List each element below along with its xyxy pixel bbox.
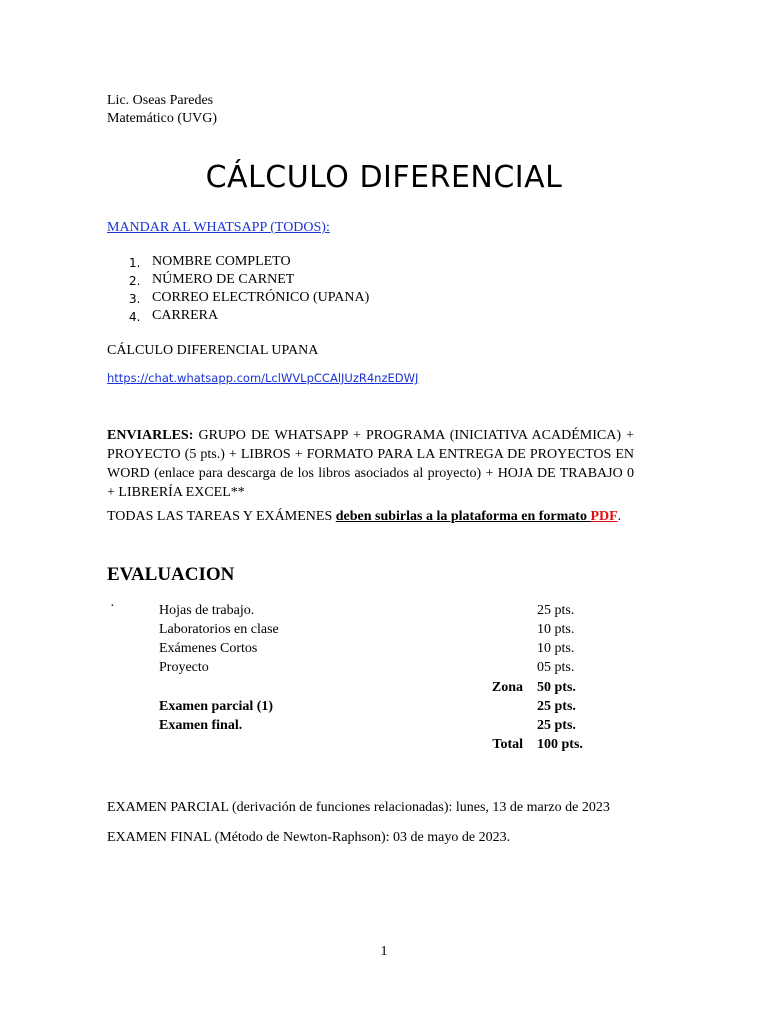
parcial-label: Examen parcial (1) <box>159 699 274 714</box>
exam-parcial-date: EXAMEN PARCIAL (derivación de funciones relacionadas): lunes, 13 de marzo de 2023 <box>107 800 610 815</box>
eval-item-label: Exámenes Cortos <box>159 641 258 656</box>
list-number: 2. <box>129 274 141 288</box>
eval-item-label: Laboratorios en clase <box>159 622 279 637</box>
whatsapp-group-url[interactable]: https://chat.whatsapp.com/LclWVLpCCAlJUzR4nzEDWJ <box>107 371 419 385</box>
pdf-format: PDF <box>590 509 618 524</box>
list-item-text: NÚMERO DE CARNET <box>152 272 295 287</box>
send-text: GRUPO DE WHATSAPP + PROGRAMA (INICIATIVA ACADÉMICA) + PROYECTO (5 pts.) + LIBROS + FORMATO PARA LA ENTREGA DE PROYECTOS EN WORD (enlace para descarga de los libros asociados al proyecto) + HOJA DE TRABAJO 0 + LIBRERÍA EXCEL** <box>107 428 634 500</box>
eval-item-points: 25 pts. <box>537 603 575 618</box>
eval-item-points: 10 pts. <box>537 641 575 656</box>
group-name: CÁLCULO DIFERENCIAL UPANA <box>107 343 319 358</box>
evaluation-heading: EVALUACION <box>107 564 235 585</box>
total-points: 100 pts. <box>537 737 583 752</box>
list-item <box>129 272 140 290</box>
send-paragraph <box>107 426 634 502</box>
page-title: CÁLCULO DIFERENCIAL <box>205 160 563 195</box>
list-item <box>129 290 140 308</box>
list-item <box>129 308 140 326</box>
exam-final-date: EXAMEN FINAL (Método de Newton-Raphson): 03 de mayo de 2023. <box>107 830 511 845</box>
whatsapp-instruction-link[interactable]: MANDAR AL WHATSAPP (TODOS): <box>107 220 330 235</box>
list-item-text: CORREO ELECTRÓNICO (UPANA) <box>152 290 370 305</box>
list-item-text: NOMBRE COMPLETO <box>152 254 291 269</box>
zona-points: 50 pts. <box>537 680 576 695</box>
tasks-emphasis: deben subirlas a la plataforma en formato <box>335 509 591 524</box>
list-item <box>129 254 140 272</box>
list-number: 4. <box>129 310 141 324</box>
list-number: 3. <box>129 292 141 306</box>
final-points: 25 pts. <box>537 718 576 733</box>
final-label: Examen final. <box>159 718 243 733</box>
author-credential: Matemático (UVG) <box>107 111 218 126</box>
bullet-mark: · <box>110 599 115 614</box>
eval-item-points: 05 pts. <box>537 660 575 675</box>
tasks-prefix: TODAS LAS TAREAS Y EXÁMENES <box>107 509 336 524</box>
zona-label: Zona <box>491 680 523 695</box>
page-number: 1 <box>380 944 388 959</box>
eval-item-label: Proyecto <box>159 660 209 675</box>
list-item-text: CARRERA <box>152 308 219 323</box>
tasks-line <box>107 507 621 526</box>
eval-item-label: Hojas de trabajo. <box>159 603 255 618</box>
send-label: ENVIARLES: <box>107 428 194 443</box>
parcial-points: 25 pts. <box>537 699 576 714</box>
total-label: Total <box>492 737 523 752</box>
list-number: 1. <box>129 256 141 270</box>
tasks-suffix: . <box>617 509 622 524</box>
author-name: Lic. Oseas Paredes <box>107 93 214 108</box>
eval-item-points: 10 pts. <box>537 622 575 637</box>
